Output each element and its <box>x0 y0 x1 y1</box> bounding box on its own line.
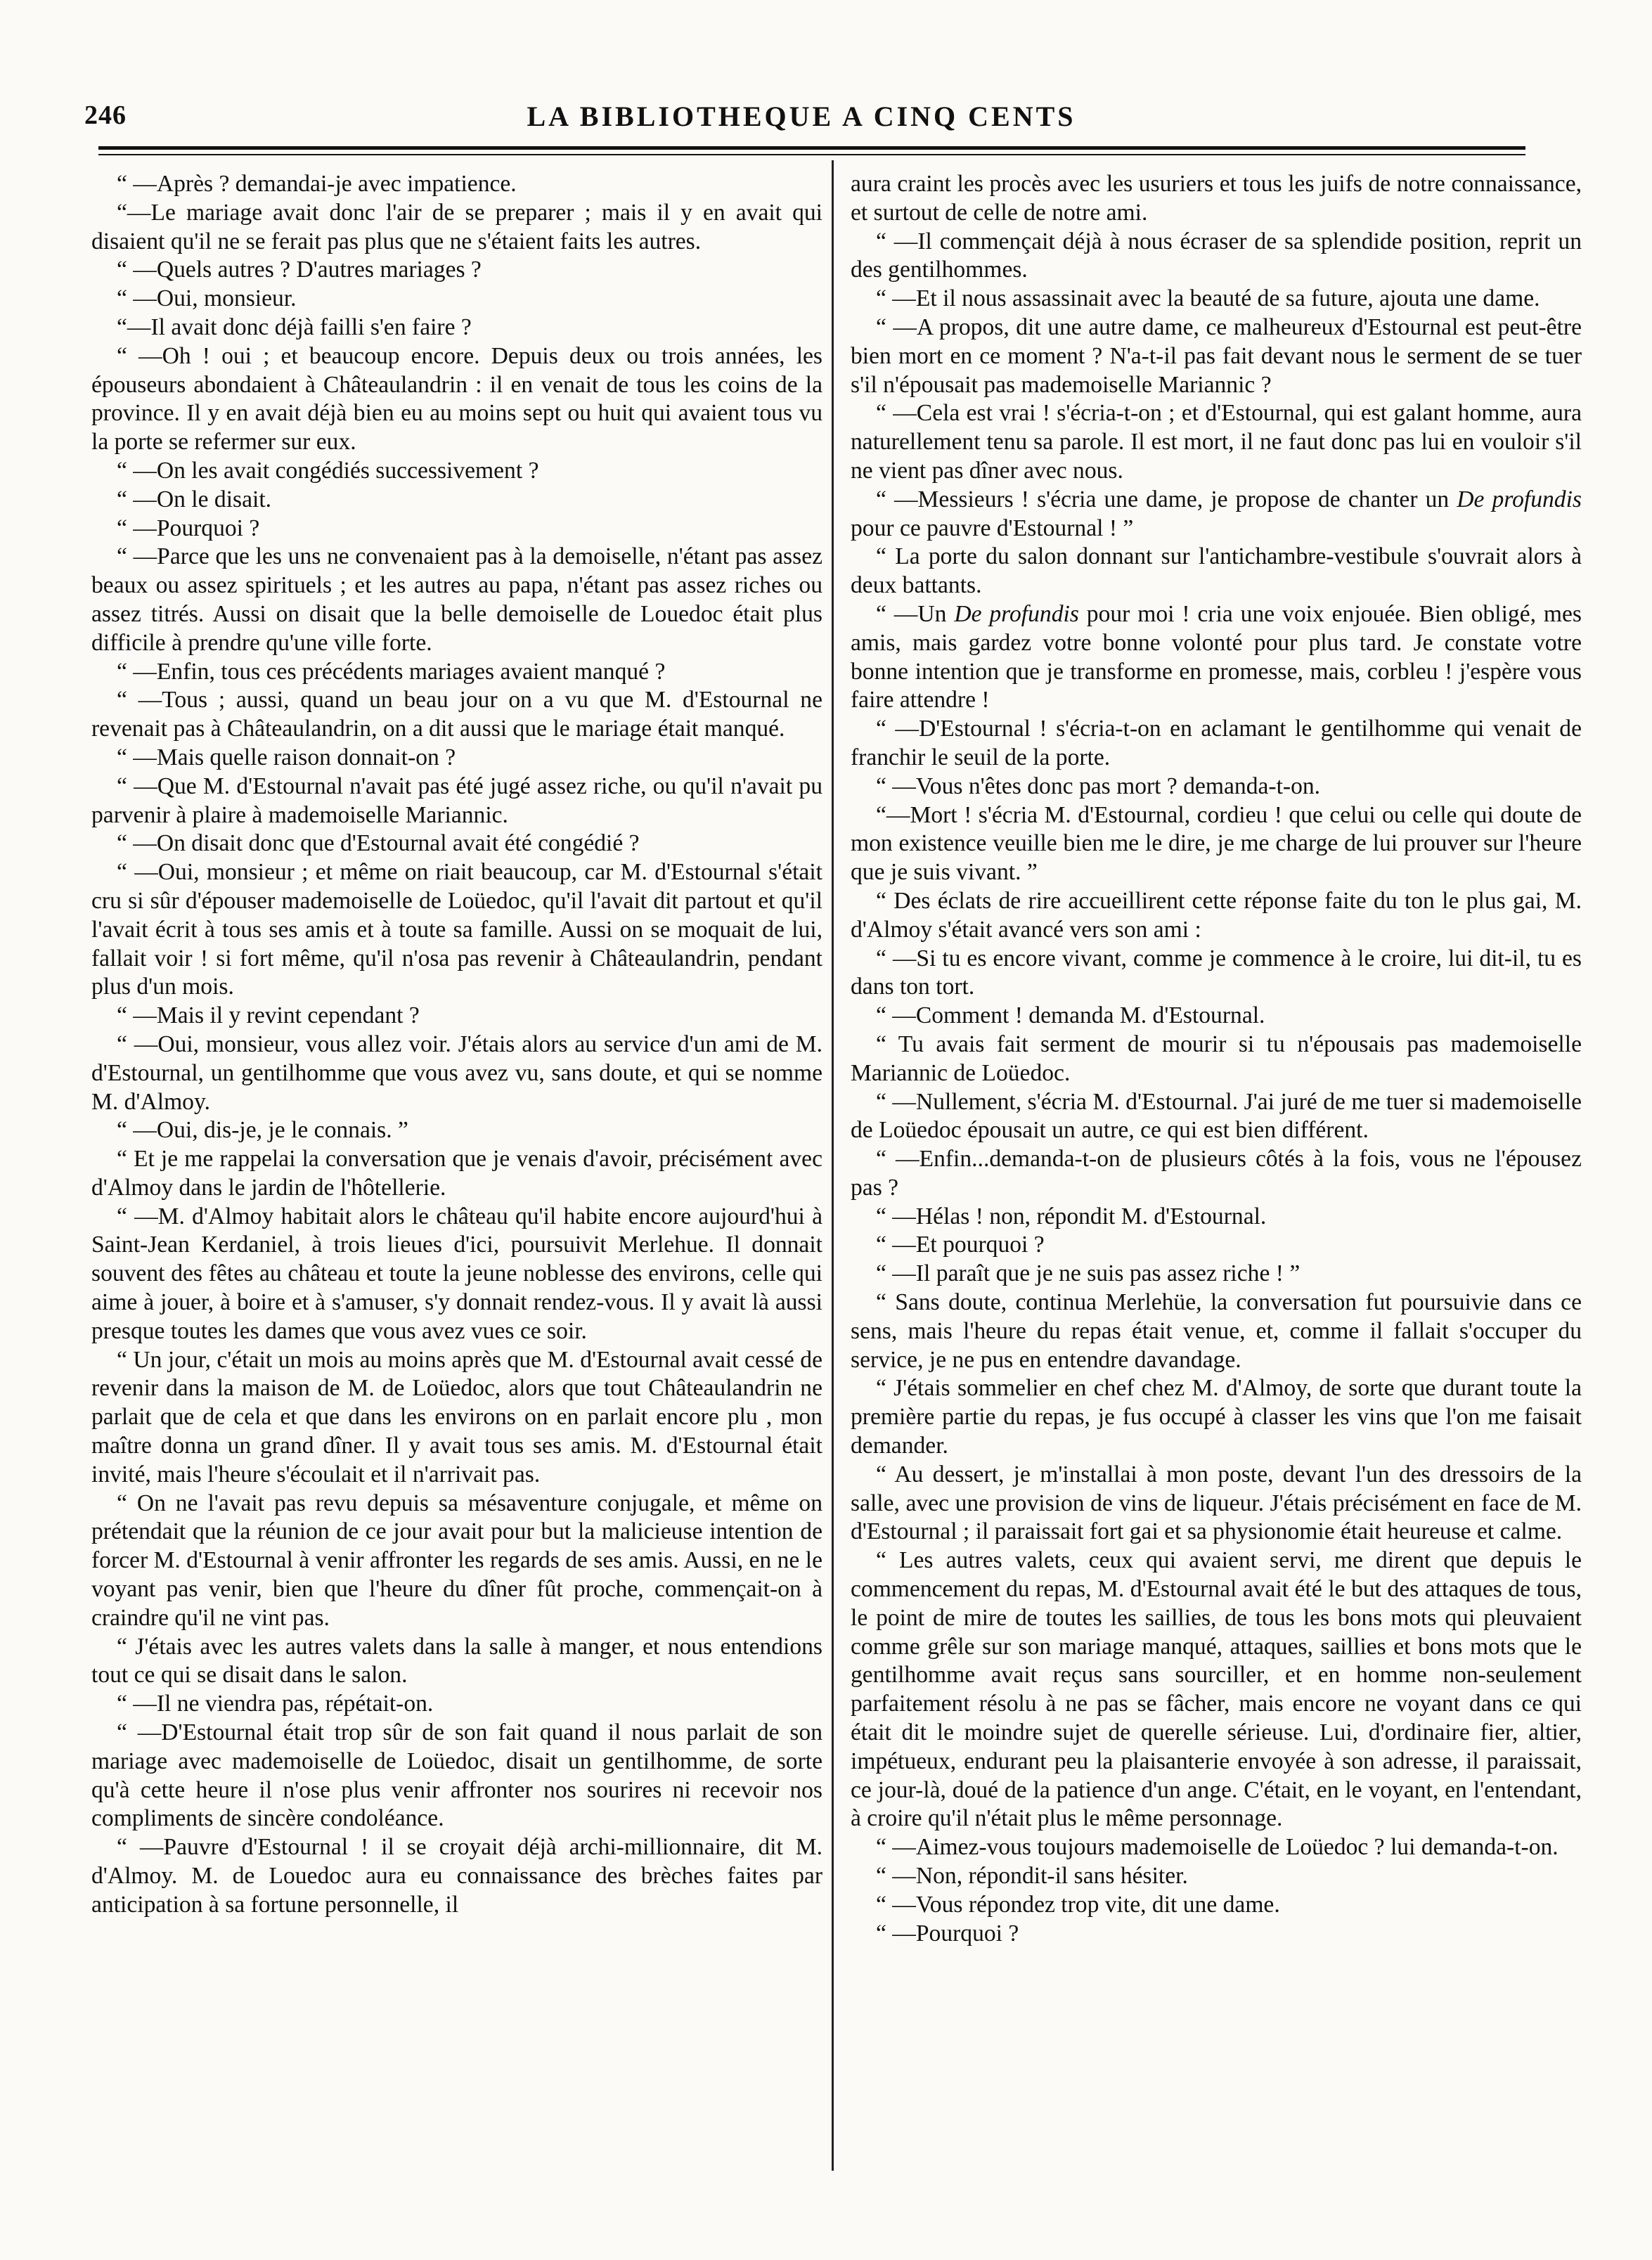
paragraph: “ —Quels autres ? D'autres mariages ? <box>117 257 482 283</box>
paragraph: “ J'étais avec les autres valets dans la salle à manger, et nous entendions tout ce qui se disait dans le salon. <box>91 1633 822 1688</box>
paragraph: “ —Comment ! demanda M. d'Estournal. <box>876 1002 1265 1029</box>
paragraph: “ On ne l'avait pas revu depuis sa mésaventure conjugale, et même on prétendait que la réunion de ce jour avait pour but la malicieuse intention de forcer M. d'Estournal à venir affronter les regards de ses amis. Aussi, en ne le voyant pas venir, bien que l'heure du dîner fût proche, commençait-on à craindre qu'il ne vint pas. <box>91 1490 822 1631</box>
paragraph: “ —A propos, dit une autre dame, ce malheureux d'Estournal est peut-être bien mort en ce moment ? N'a-t-il pas fait devant nous le serment de se tuer s'il n'épousait pas mademoiselle Mariannic ? <box>851 314 1582 398</box>
paragraph: “ —Il paraît que je ne suis pas assez riche ! ” <box>876 1260 1301 1287</box>
paragraph: “ —Oui, monsieur. <box>117 285 297 312</box>
paragraph: “ J'étais sommelier en chef chez M. d'Almoy, de sorte que durant toute la première partie du repas, je fus occupé à classer les vins que l'on me faisait demander. <box>851 1375 1582 1459</box>
paragraph: “ Et je me rappelai la conversation que je venais d'avoir, précisément avec d'Almoy dans le jardin de l'hôtellerie. <box>91 1146 822 1201</box>
right-column <box>851 170 1582 1948</box>
paragraph: “—Mort ! s'écria M. d'Estournal, cordieu ! que celui ou celle qui doute de mon existence veuille bien me le dire, je me charge de lui prouver sur l'heure que je suis vivant. ” <box>851 801 1582 886</box>
paragraph: “ —Vous répondez trop vite, dit une dame. <box>876 1891 1280 1918</box>
paragraph: “ —D'Estournal était trop sûr de son fait quand il nous parlait de son mariage avec mademoiselle de Loüedoc, disait un gentilhomme, de sorte qu'à cette heure il n'ose plus venir affronter nos sourires ni recevoir nos compliments de sincère condoléance. <box>91 1719 822 1832</box>
paragraph: “ —On les avait congédiés successivement ? <box>117 457 539 484</box>
paragraph: “ —Cela est vrai ! s'écria-t-on ; et d'Estournal, qui est galant homme, aura naturellement tenu sa parole. Il est mort, il ne faut donc pas lui en vouloir s'il ne vient pas dîner avec nous. <box>851 400 1582 484</box>
paragraph: “—Le mariage avait donc l'air de se preparer ; mais il y en avait qui disaient qu'il ne se ferait pas plus que ne s'étaient faits les autres. <box>91 199 822 254</box>
header-rule <box>98 146 1525 150</box>
paragraph: “ —Oui, monsieur ; et même on riait beaucoup, car M. d'Estournal s'était cru si sûr d'épouser mademoiselle de Loüedoc, qu'il l'avait dit partout et qu'il l'avait écrit à tous ses amis et à toute sa famille. Aussi on se moquait de lui, fallait voir ! si fort même, qu'il n'osa pas revenir à Châteaulandrin, pendant plus d'un mois. <box>91 859 822 1000</box>
paragraph: “ Un jour, c'était un mois au moins après que M. d'Estournal avait cessé de revenir dans la maison de M. de Loüedoc, alors que tout Châteaulandrin ne parlait que de cela et que dans les environs on en parlait encore plu , mon maître donna un grand dîner. Il y avait tous ses amis. M. d'Estournal était invité, mais l'heure s'écoulait et il n'arrivait pas. <box>91 1346 822 1487</box>
paragraph: “ —Mais quelle raison donnait-on ? <box>117 744 456 770</box>
paragraph: “ —Pourquoi ? <box>117 515 260 541</box>
italic-phrase: De profundis <box>954 600 1079 627</box>
paragraph: “ Au dessert, je m'installai à mon poste, devant l'un des dressoirs de la salle, avec une provision de vins de liqueur. J'étais précisément en face de M. d'Estournal ; il paraissait fort gai et sa physionomie était heureuse et calme. <box>851 1461 1582 1545</box>
paragraph: “ —Vous n'êtes donc pas mort ? demanda-t-on. <box>876 773 1321 799</box>
paragraph: “ La porte du salon donnant sur l'antichambre-vestibule s'ouvrait alors à deux battants. <box>851 543 1582 599</box>
paragraph: “ Des éclats de rire accueillirent cette réponse faite du ton le plus gai, M. d'Almoy s'était avancé vers son ami : <box>851 887 1582 943</box>
paragraph: “ —Tous ; aussi, quand un beau jour on a vu que M. d'Estournal ne revenait pas à Châteaulandrin, on a dit aussi que le mariage était manqué. <box>91 687 822 742</box>
paragraph: “ —Il commençait déjà à nous écraser de sa splendide position, reprit un des gentilhommes. <box>851 228 1582 283</box>
paragraph: “ —Hélas ! non, répondit M. d'Estournal. <box>876 1203 1267 1229</box>
paragraph: “ —Mais il y revint cependant ? <box>117 1002 420 1029</box>
paragraph: “ —Après ? demandai-je avec impatience. <box>117 171 517 197</box>
paragraph: “ Les autres valets, ceux qui avaient servi, me dirent que depuis le commencement du repas, M. d'Estournal avait été le but des attaques de tous, le point de mire de toutes les saillies, de tous les bons mots qui pleuvaient comme grêle sur son mariage manqué, attaques, saillies et bons mots que le gentilhomme avait reçus sans sourciller, et en homme non-seulement parfaitement résolu à ne pas se fâcher, mais encore ne voyant dans ce qui était dit le moindre sujet de querelle sérieuse. Lui, d'ordinaire fier, altier, impétueux, endurant peu la plaisanterie envoyée à son adresse, il paraissait, ce jour-là, doué de la patience d'un ange. C'était, en le voyant, en l'entendant, à croire qu'il n'était plus le même personnage. <box>851 1547 1582 1832</box>
paragraph: “ —Pourquoi ? <box>876 1920 1019 1946</box>
paragraph: “ —Non, répondit-il sans hésiter. <box>876 1863 1188 1890</box>
paragraph: “ —Oh ! oui ; et beaucoup encore. Depuis deux ou trois années, les épouseurs abondaient à Châteaulandrin : il en venait de tous les coins de la province. Il y en avait déjà bien eu au moins sept ou huit qui avaient tous vu la porte se refermer sur eux. <box>91 342 822 456</box>
paragraph: “ —On disait donc que d'Estournal avait été congédié ? <box>117 830 640 857</box>
paragraph: “ —D'Estournal ! s'écria-t-on en aclamant le gentilhomme qui venait de franchir le seuil de la porte. <box>851 716 1582 770</box>
paragraph: “ —On le disait. <box>117 486 272 512</box>
paragraph: “ —Que M. d'Estournal n'avait pas été jugé assez riche, ou qu'il n'avait pu parvenir à plaire à mademoiselle Mariannic. <box>91 773 822 828</box>
paragraph: “ —Pauvre d'Estournal ! il se croyait déjà archi-millionnaire, dit M. d'Almoy. M. de Louedoc aura eu connaissance des brèches faites par anticipation à sa fortune personnelle, il <box>91 1834 822 1918</box>
column-divider <box>832 160 834 2171</box>
paragraph: “ Tu avais fait serment de mourir si tu n'épousais pas mademoiselle Mariannic de Loüedoc. <box>851 1031 1582 1086</box>
paragraph: “ —Enfin...demanda-t-on de plusieurs côtés à la fois, vous ne l'épousez pas ? <box>851 1146 1582 1201</box>
paragraph: “ —Si tu es encore vivant, comme je commence à le croire, lui dit-il, tu es dans ton tort. <box>851 945 1582 1000</box>
running-title: LA BIBLIOTHEQUE A CINQ CENTS <box>527 101 1076 132</box>
paragraph: “ —M. d'Almoy habitait alors le château qu'il habite encore aujourd'hui à Saint-Jean Kerdaniel, à trois lieues d'ici, poursuivit Merlehue. Il donnait souvent des fêtes au château et toute la jeune noblesse des environs, celle qui aime à jouer, à boire et à s'amuser, s'y donnait rendez-vous. Il y avait là aussi presque toutes les dames que vous avez vues ce soir. <box>91 1203 822 1344</box>
paragraph: “ —Enfin, tous ces précédents mariages avaient manqué ? <box>117 658 666 685</box>
paragraph: “ —Et pourquoi ? <box>876 1232 1045 1258</box>
paragraph: aura craint les procès avec les usuriers et tous les juifs de notre connaissance, et surtout de celle de notre ami. <box>851 171 1582 226</box>
paragraph: “ —Oui, monsieur, vous allez voir. J'étais alors au service d'un ami de M. d'Estournal, un gentilhomme que vous avez vu, sans doute, et qui se nomme M. d'Almoy. <box>91 1031 822 1115</box>
page-number: 246 <box>84 101 127 130</box>
header-rule-thin <box>98 154 1525 155</box>
paragraph: “ —Messieurs ! s'écria une dame, je propose de chanter un De profundis pour ce pauvre d'Estournal ! ” <box>851 486 1582 541</box>
paragraph: “ —Il ne viendra pas, répétait-on. <box>117 1691 434 1717</box>
left-column <box>91 170 822 1920</box>
paragraph: “ —Nullement, s'écria M. d'Estournal. J'ai juré de me tuer si mademoiselle de Loüedoc épousait un autre, ce qui est bien différent. <box>851 1088 1582 1144</box>
paragraph: “ Sans doute, continua Merlehüe, la conversation fut poursuivie dans ce sens, mais l'heure du repas était venue, et, comme il fallait s'occuper du service, je ne pus en entendre davandage. <box>851 1289 1582 1373</box>
page-header <box>84 100 1518 142</box>
paragraph: “ —Un De profundis pour moi ! cria une voix enjouée. Bien obligé, mes amis, mais gardez votre bonne volonté pour plus tard. Je constate votre bonne intention que je transforme en promesse, mais, corbleu ! j'espère vous faire attendre ! <box>851 600 1582 713</box>
paragraph: “ —Parce que les uns ne convenaient pas à la demoiselle, n'étant pas assez beaux ou assez spirituels ; et les autres au papa, n'étant pas assez riches ou assez titrés. Aussi on disait que la belle demoiselle de Louedoc était plus difficile à prendre qu'une ville forte. <box>91 543 822 656</box>
paragraph: “ —Et il nous assassinait avec la beauté de sa future, ajouta une dame. <box>876 285 1540 312</box>
paragraph: “ —Aimez-vous toujours mademoiselle de Loüedoc ? lui demanda-t-on. <box>876 1834 1559 1861</box>
italic-phrase: De profundis <box>1457 486 1582 512</box>
paragraph: “ —Oui, dis-je, je le connais. ” <box>117 1117 408 1144</box>
paragraph: “—Il avait donc déjà failli s'en faire ? <box>117 314 472 340</box>
